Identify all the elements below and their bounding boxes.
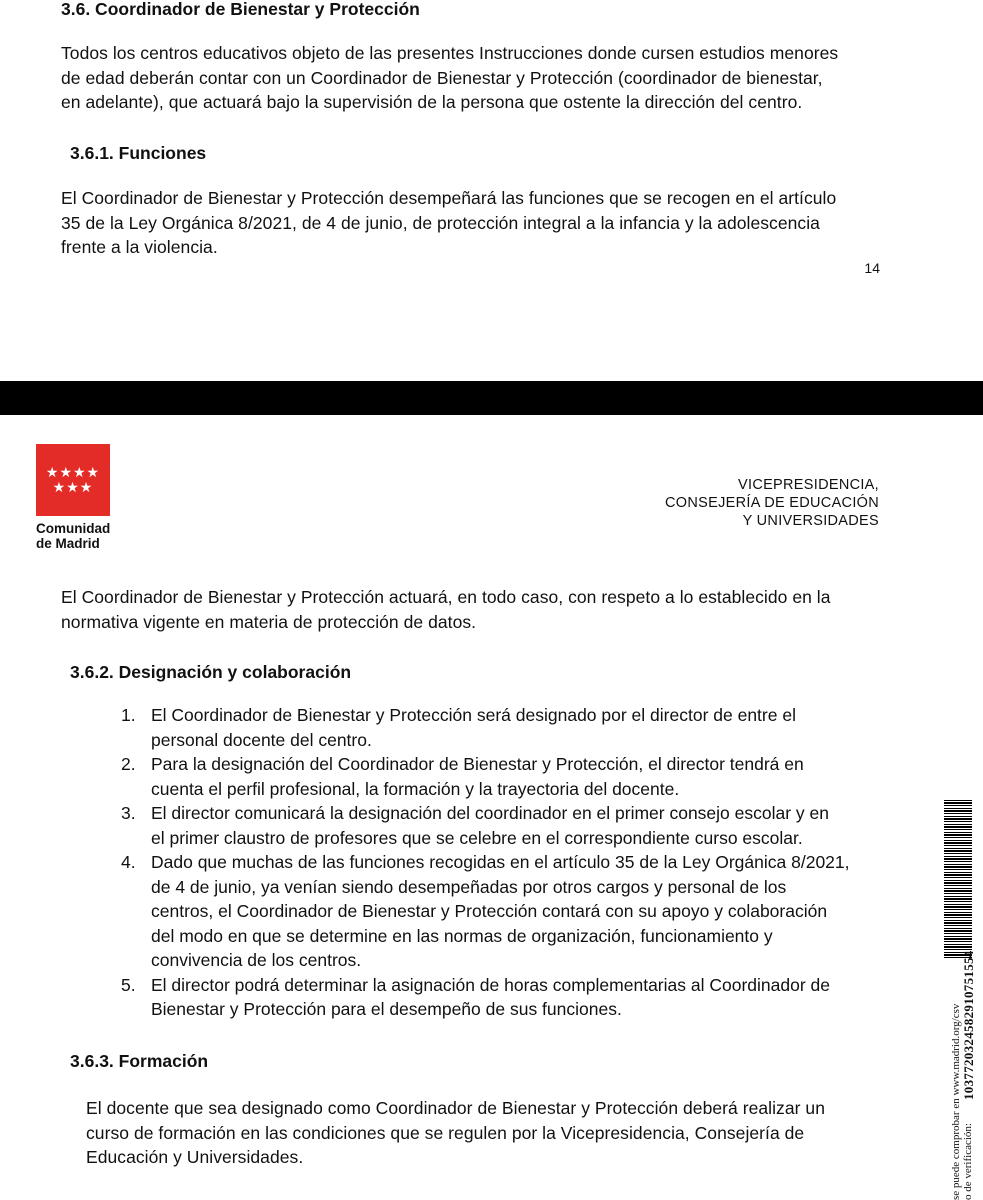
text-line: frente a la violencia. xyxy=(61,237,218,257)
verification-label: o de verificación: xyxy=(962,1123,974,1200)
page-break-band xyxy=(0,381,983,415)
logo-stars-bottom: ★★★ xyxy=(52,480,94,496)
text-line: Para la designación del Coordinador de Bienestar y Protección, el director tendrá en xyxy=(151,754,804,774)
text-line: del modo en que se determine en las normas de organización, funcionamiento y xyxy=(151,925,773,946)
section-3-6-3-heading: 3.6.3. Formación xyxy=(70,1051,209,1071)
list-item-number: 4. xyxy=(121,852,136,872)
text-line: personal docente del centro. xyxy=(151,729,372,750)
text-line: El Coordinador de Bienestar y Protección será designado por el director de entre el xyxy=(151,705,796,725)
list-item-number: 5. xyxy=(121,974,136,995)
designation-list xyxy=(118,703,880,1022)
verification-strip xyxy=(942,800,978,1200)
text-line: normativa vigente en materia de protección de datos. xyxy=(61,611,477,632)
list-item xyxy=(118,752,880,801)
logo-stars-top: ★★★★ xyxy=(45,465,101,481)
list-item xyxy=(118,801,880,850)
list-item-number: 2. xyxy=(121,754,136,774)
list-item-number: 1. xyxy=(121,705,136,725)
verification-url: se puede comprobar en www.madrid.org/csv xyxy=(950,1003,962,1200)
section-3-6-heading: 3.6. Coordinador de Bienestar y Protección xyxy=(61,0,420,19)
text-line: cuenta el perfil profesional, la formación y la trayectoria del docente. xyxy=(151,778,680,799)
comunidad-madrid-logo xyxy=(36,444,110,516)
section-3-6-1-paragraph xyxy=(61,186,880,260)
logo-name xyxy=(36,521,110,551)
text-line: El docente que sea designado como Coordinador de Bienestar y Protección deberá realizar un xyxy=(86,1098,825,1118)
text-line: de edad deberán contar con un Coordinador de Bienestar y Protección (coordinador de bienestar, xyxy=(61,67,823,88)
dept-line-2: CONSEJERÍA DE EDUCACIÓN xyxy=(665,495,879,511)
text-line: 35 de la Ley Orgánica 8/2021, de 4 de junio, de protección integral a la infancia y la adolescencia xyxy=(61,212,820,233)
list-item-number: 3. xyxy=(121,803,136,823)
section-3-6-3-paragraph xyxy=(86,1096,880,1170)
text-line: El Coordinador de Bienestar y Protección actuará, en todo caso, con respeto a lo establecido en la xyxy=(61,587,831,607)
text-line: Dado que muchas de las funciones recogidas en el artículo 35 de la Ley Orgánica 8/2021, xyxy=(151,852,850,872)
list-item xyxy=(118,703,880,752)
page-number: 14 xyxy=(864,260,880,276)
text-line: convivencia de los centros. xyxy=(151,950,362,970)
text-line: de 4 de junio, ya venían siendo desempeñadas por otros cargos y personal de los xyxy=(151,876,787,897)
department-header xyxy=(665,476,879,530)
text-line: curso de formación en las condiciones que se regulen por la Vicepresidencia, Consejería de xyxy=(86,1122,805,1143)
verification-code: 1037720324582910751554 xyxy=(961,950,976,1100)
logo-name-line-1: Comunidad xyxy=(36,521,111,536)
proteccion-datos-paragraph xyxy=(61,585,880,634)
text-line: centros, el Coordinador de Bienestar y Protección contará con su apoyo y colaboración xyxy=(151,901,828,921)
text-line: Educación y Universidades. xyxy=(86,1147,304,1167)
text-line: El Coordinador de Bienestar y Protección desempeñará las funciones que se recogen en el artículo xyxy=(61,188,837,208)
section-3-6-2-heading: 3.6.2. Designación y colaboración xyxy=(70,662,352,682)
section-3-6-1-heading: 3.6.1. Funciones xyxy=(70,143,207,163)
text-line: El director comunicará la designación del coordinador en el primer consejo escolar y en xyxy=(151,803,829,823)
text-line: Todos los centros educativos objeto de las presentes Instrucciones donde cursen estudios menores xyxy=(61,43,839,63)
section-3-6-paragraph xyxy=(61,41,880,115)
dept-line-3: Y UNIVERSIDADES xyxy=(742,513,879,529)
text-line: el primer claustro de profesores que se celebre en el correspondiente curso escolar. xyxy=(151,827,803,848)
list-item xyxy=(118,850,880,973)
dept-line-1: VICEPRESIDENCIA, xyxy=(738,477,879,493)
text-line: Bienestar y Protección para el desempeño de sus funciones. xyxy=(151,999,622,1019)
text-line: El director podrá determinar la asignación de horas complementarias al Coordinador de xyxy=(151,974,830,995)
list-item xyxy=(118,973,880,1022)
text-line: en adelante), que actuará bajo la supervisión de la persona que ostente la dirección del centro. xyxy=(61,92,803,112)
logo-name-line-2: de Madrid xyxy=(36,536,100,551)
barcode xyxy=(944,800,972,960)
